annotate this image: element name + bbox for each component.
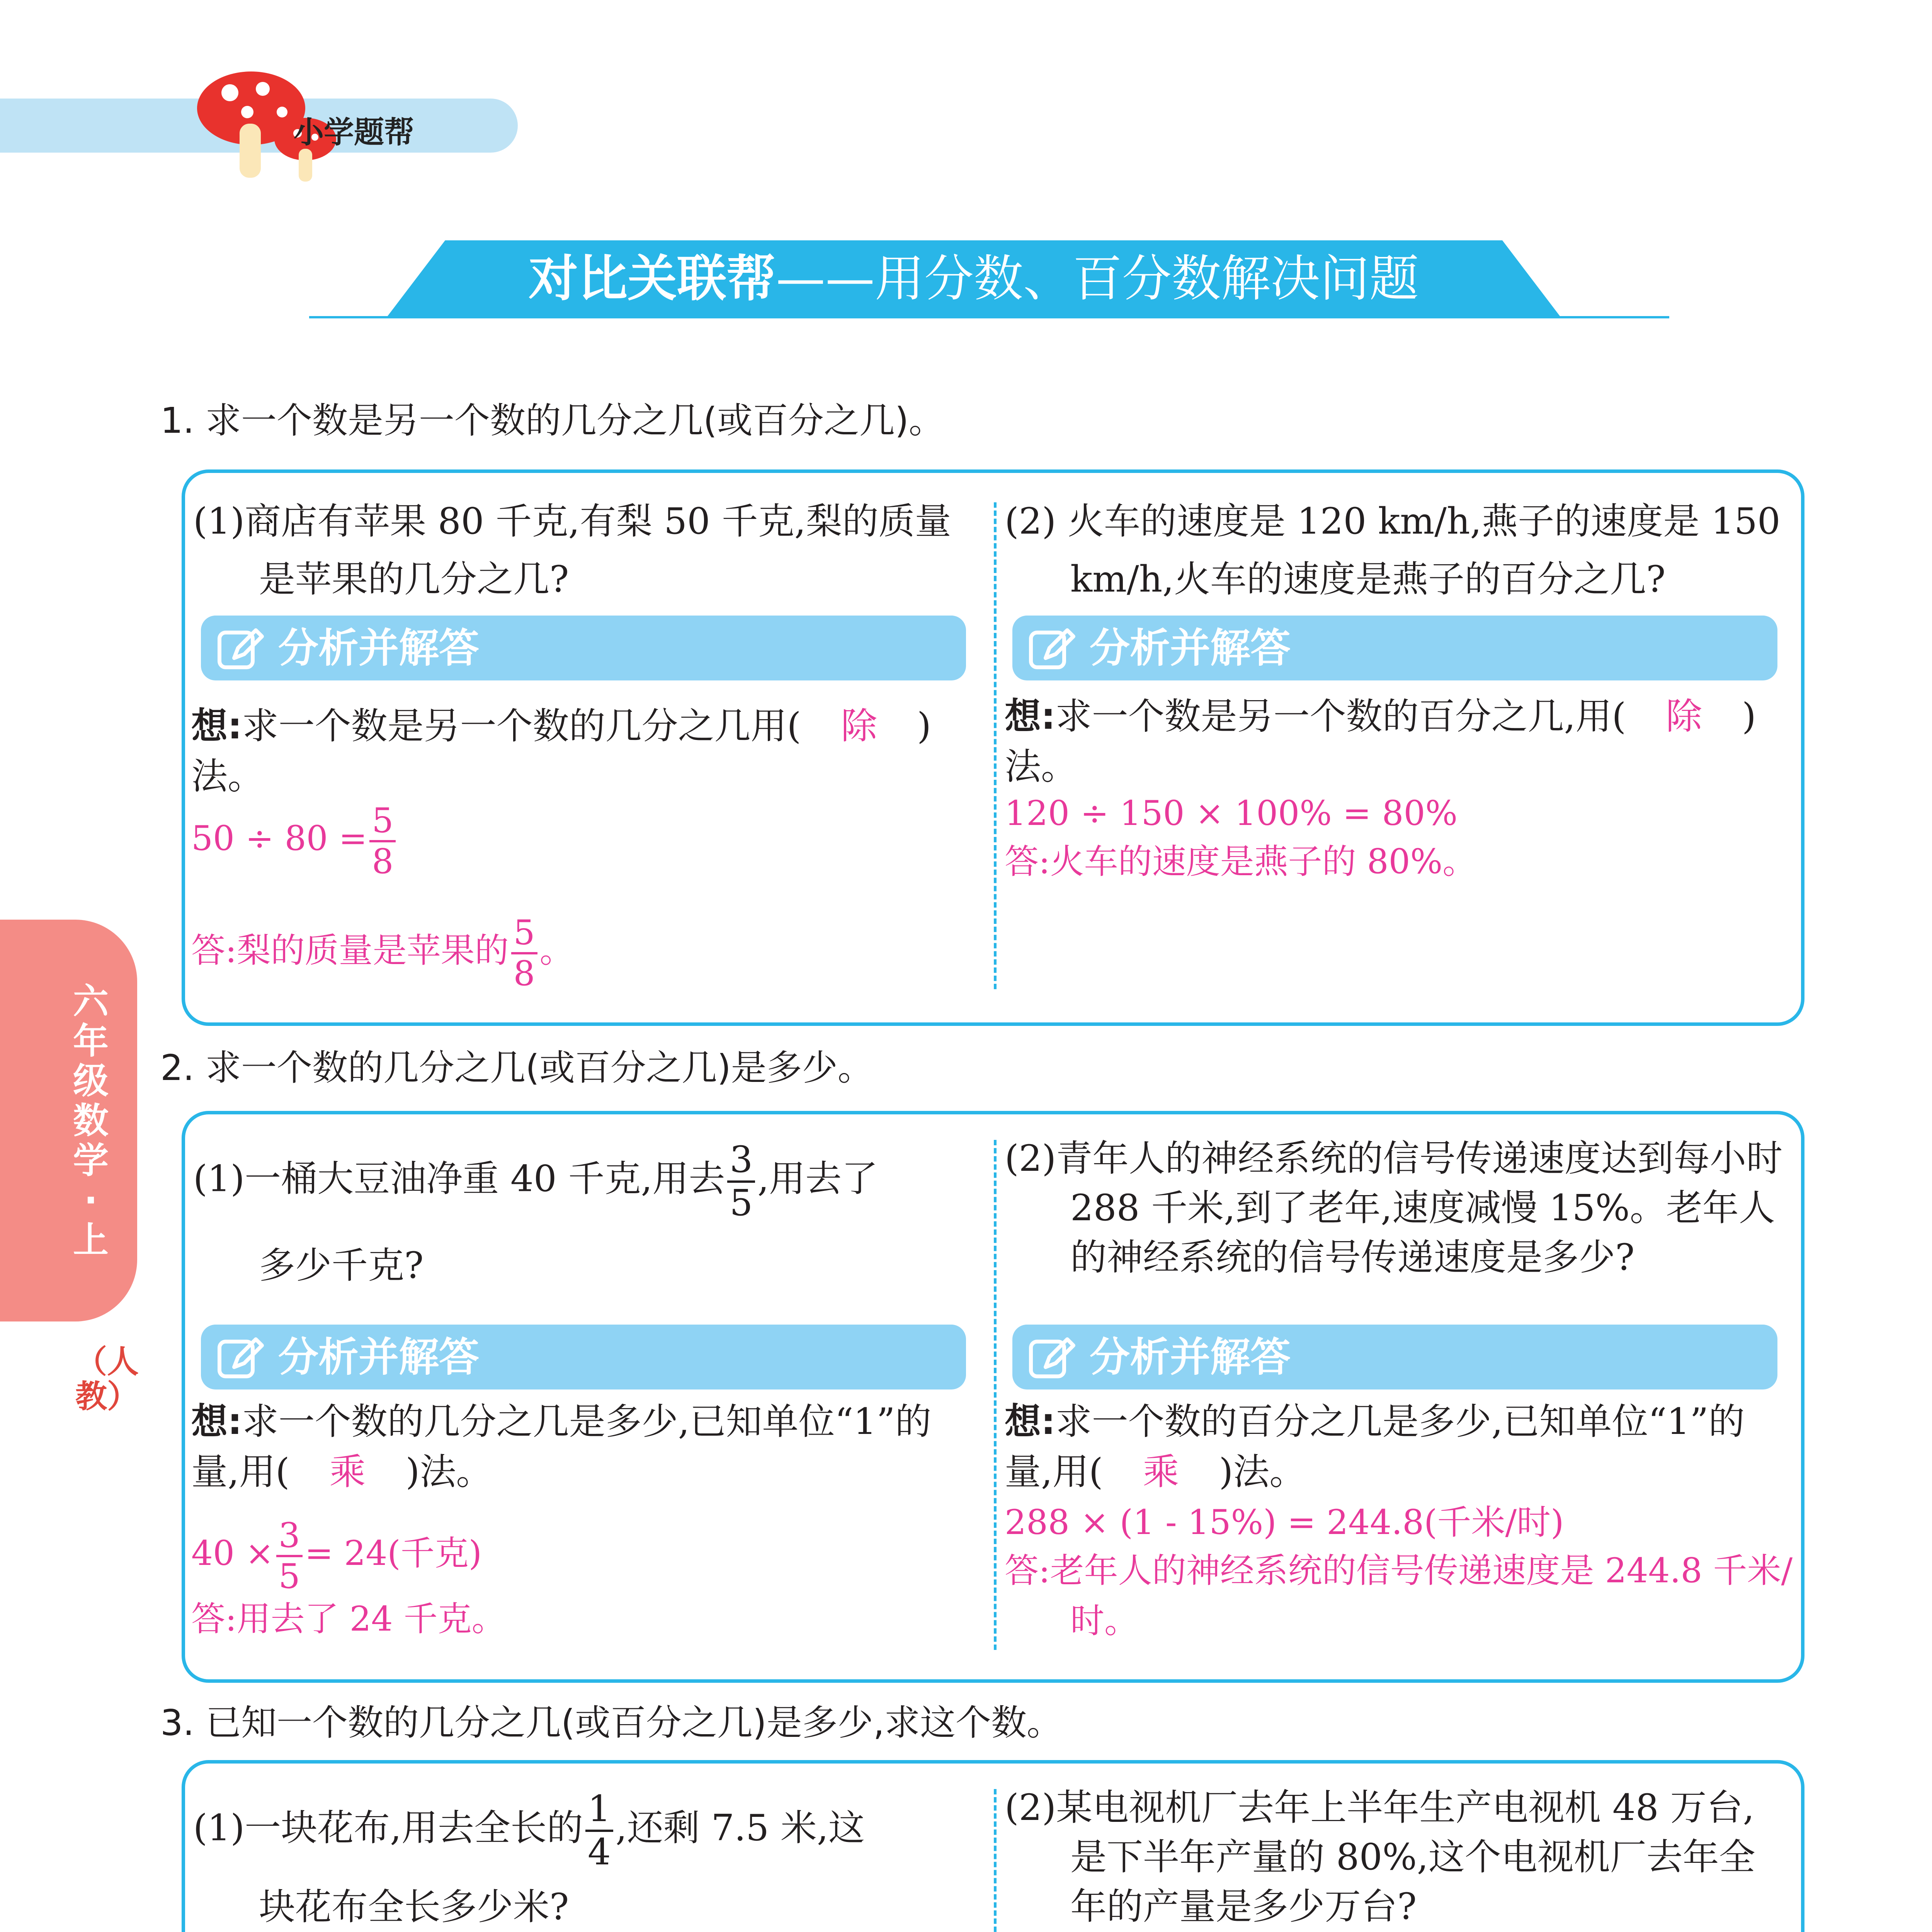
s2-right-calc: 288 × (1 - 15%) = 244.8(千米/时) bbox=[1005, 1502, 1564, 1542]
s2-left-question: (1)一桶大豆油净重 40 千克,用去 $\frac{3}{5}$ ,用去了 多少千克? bbox=[193, 1139, 878, 1287]
pencil-icon bbox=[216, 624, 265, 673]
section-2-heading: 2. 求一个数的几分之几(或百分之几)是多少。 bbox=[160, 1047, 873, 1088]
s2-right-answer: 答:老年人的神经系统的信号传递速度是 244.8 千米/时。 bbox=[1005, 1551, 1793, 1641]
s1-left-think: 想:求一个数是另一个数的几分之几用( 除 )法。 bbox=[191, 701, 972, 802]
pencil-icon bbox=[1027, 624, 1077, 673]
s2-left-fill: 乘 bbox=[329, 1451, 366, 1493]
s1-right-calc: 120 ÷ 150 × 100% = 80% bbox=[1005, 793, 1458, 833]
s1-left-question: (1)商店有苹果 80 千克,有梨 50 千克,梨的质量是苹果的几分之几? bbox=[193, 500, 951, 600]
s1-left-fill: 除 bbox=[841, 705, 878, 747]
s3-right-question: (2)某电视机厂去年上半年生产电视机 48 万台,是下半年产量的 80%,这个电视机厂去年全年的产量是多少万台? bbox=[1005, 1787, 1755, 1928]
header-label: 小学题帮 bbox=[294, 115, 415, 150]
page-title bbox=[386, 240, 1561, 318]
side-grade-label: 六年级数学·上 bbox=[73, 981, 109, 1261]
pencil-icon bbox=[1027, 1333, 1077, 1383]
title-rest: ——用分数、百分数解决问题 bbox=[776, 250, 1419, 308]
section-1-heading: 1. 求一个数是另一个数的几分之几(或百分之几)。 bbox=[160, 400, 944, 441]
s1-right-analyze-pill bbox=[1012, 616, 1777, 680]
s1-left-calc: 50 ÷ 80 = $\frac{5}{8}$ bbox=[191, 804, 398, 879]
s2-left-answer: 答:用去了 24 千克。 bbox=[191, 1599, 506, 1639]
s1-right-question: (2) 火车的速度是 120 km/h,燕子的速度是 150 km/h,火车的速度是燕子的百分之几? bbox=[1005, 500, 1781, 600]
s1-right-answer: 答:火车的速度是燕子的 80%。 bbox=[1005, 842, 1477, 881]
s1-left-analyze-pill bbox=[201, 616, 966, 680]
section-1-divider bbox=[994, 502, 997, 989]
pill-label: 分析并解答 bbox=[278, 624, 480, 672]
s2-left-think: 想:求一个数的几分之几是多少,已知单位“1”的量,用( 乘 )法。 bbox=[191, 1397, 972, 1497]
s1-right-think: 想:求一个数是另一个数的百分之几,用( 除 )法。 bbox=[1005, 692, 1789, 792]
pencil-icon bbox=[216, 1333, 265, 1383]
s2-right-think: 想:求一个数的百分之几是多少,已知单位“1”的量,用( 乘 )法。 bbox=[1005, 1397, 1789, 1497]
pill-label: 分析并解答 bbox=[1090, 1333, 1291, 1381]
side-edition-label: （人教） bbox=[75, 1344, 139, 1415]
s2-left-calc: 40 × $\frac{3}{5}$ = 24(千克) bbox=[191, 1515, 482, 1596]
section-3-divider bbox=[994, 1789, 997, 1932]
s1-right-fill: 除 bbox=[1666, 696, 1702, 738]
s2-left-analyze-pill bbox=[201, 1325, 966, 1389]
s2-right-question: (2)青年人的神经系统的信号传递速度达到每小时 288 千米,到了老年,速度减慢 15%。老年人的神经系统的信号传递速度是多少? bbox=[1005, 1138, 1783, 1279]
section-3-heading: 3. 已知一个数的几分之几(或百分之几)是多少,求这个数。 bbox=[160, 1702, 1063, 1743]
s2-right-analyze-pill bbox=[1012, 1325, 1777, 1389]
section-2-divider bbox=[994, 1140, 997, 1650]
side-tab bbox=[0, 920, 137, 1321]
s3-left-question: (1)一块花布,用去全长的 $\frac{1}{4}$ ,还剩 7.5 米,这 块花布全长多少米? bbox=[193, 1788, 865, 1928]
s2-right-fill: 乘 bbox=[1143, 1451, 1179, 1493]
pill-label: 分析并解答 bbox=[1090, 624, 1291, 672]
title-bold: 对比关联帮 bbox=[528, 250, 776, 308]
s1-left-answer: 答:梨的质量是苹果的 $\frac{5}{8}$ 。 bbox=[191, 913, 574, 993]
pill-label: 分析并解答 bbox=[278, 1333, 480, 1381]
